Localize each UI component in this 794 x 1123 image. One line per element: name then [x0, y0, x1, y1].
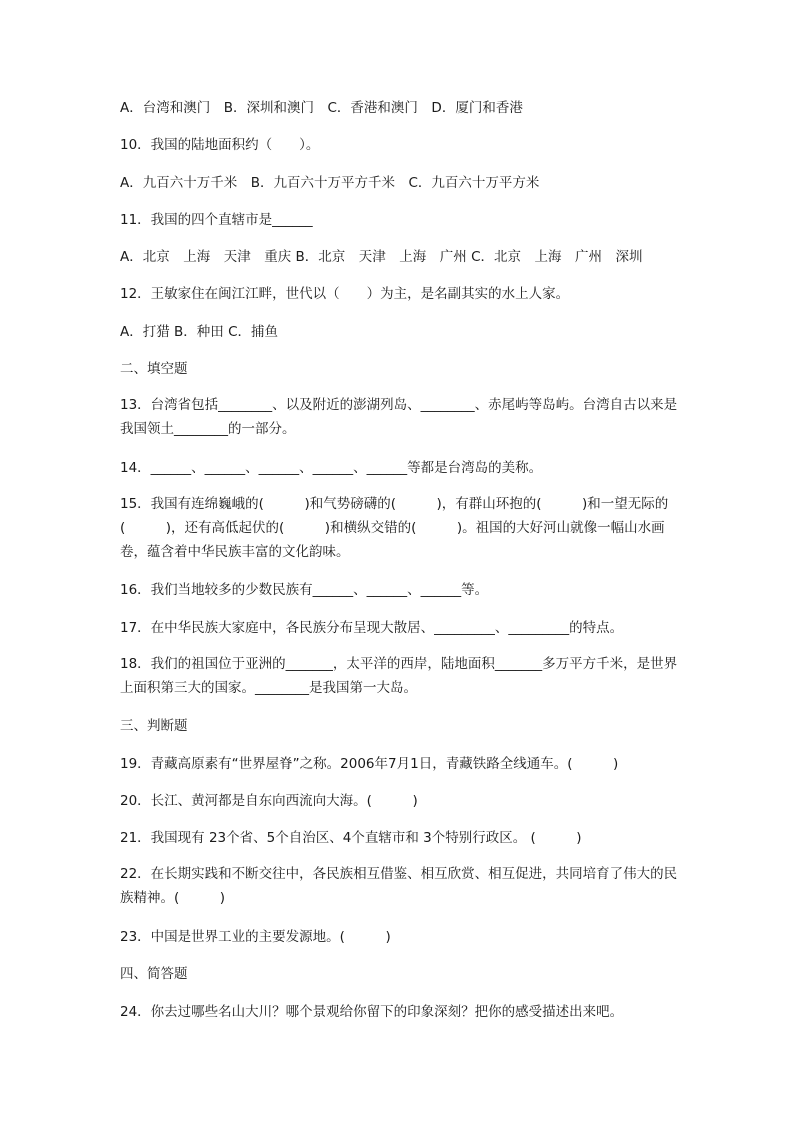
q19-text: 19．青藏高原素有“世界屋脊”之称。2006年7月1日，青藏铁路全线通车。( ) [120, 756, 619, 772]
q12-options: A．打猎 B．种田 C．捕鱼 [120, 324, 279, 340]
q24-text: 24．你去过哪些名山大川？哪个景观给你留下的印象深刻？把你的感受描述出来吧。 [120, 1004, 624, 1020]
q16-text: 16．我们当地较多的少数民族有______、______、______等。 [120, 582, 489, 598]
q20-text: 20．长江、黄河都是自东向西流向大海。( ) [120, 793, 418, 809]
section-judgement-heading: 三、判断题 [120, 718, 188, 734]
q18-text: 18．我们的祖国位于亚洲的_______，太平洋的西岸，陆地面积_______多万平方千米，是世界上面积第三大的国家。________是我国第一大岛。 [120, 656, 678, 696]
q15-text: 15．我国有连绵巍峨的( )和气势磅礴的( )，有群山环抱的( )和一望无际的( )，还有高低起伏的( )和横纵交错的( )。祖国的大好河山就像一幅山水画卷，蕴含着中华民族丰富的文化韵味。 [120, 496, 669, 560]
q21-text: 21．我国现有 23个省、5个自治区、4个直辖市和 3个特别行政区。 ( ) [120, 830, 582, 846]
q11-text: 11．我国的四个直辖市是______ [120, 212, 313, 228]
q13-text: 13．台湾省包括________、以及附近的澎湖列岛、________、赤尾屿等岛屿。台湾自古以来是我国领土________的一部分。 [120, 397, 678, 437]
q14-text: 14．______、______、______、______、______等都是台湾岛的美称。 [120, 460, 543, 476]
section-short-answer-heading: 四、简答题 [120, 966, 188, 982]
q23-text: 23．中国是世界工业的主要发源地。( ) [120, 929, 391, 945]
q11-options: A．北京 上海 天津 重庆 B．北京 天津 上海 广州 C．北京 上海 广州 深圳 [120, 249, 643, 265]
section-fill-in-heading: 二、填空题 [120, 361, 188, 377]
q10-options: A．九百六十万千米 B．九百六十万平方千米 C．九百六十万平方米 [120, 175, 540, 191]
q9-options: A．台湾和澳门 B．深圳和澳门 C．香港和澳门 D．厦门和香港 [120, 100, 523, 116]
q10-text: 10．我国的陆地面积约（ ）。 [120, 137, 320, 153]
q17-text: 17．在中华民族大家庭中，各民族分布呈现大散居、_________、_________的特点。 [120, 620, 624, 636]
q22-text: 22．在长期实践和不断交往中，各民族相互借鉴、相互欣赏、相互促进，共同培育了伟大的民族精神。( ) [120, 866, 678, 906]
q12-text: 12．王敏家住在闽江江畔，世代以（ ）为主，是名副其实的水上人家。 [120, 286, 570, 302]
